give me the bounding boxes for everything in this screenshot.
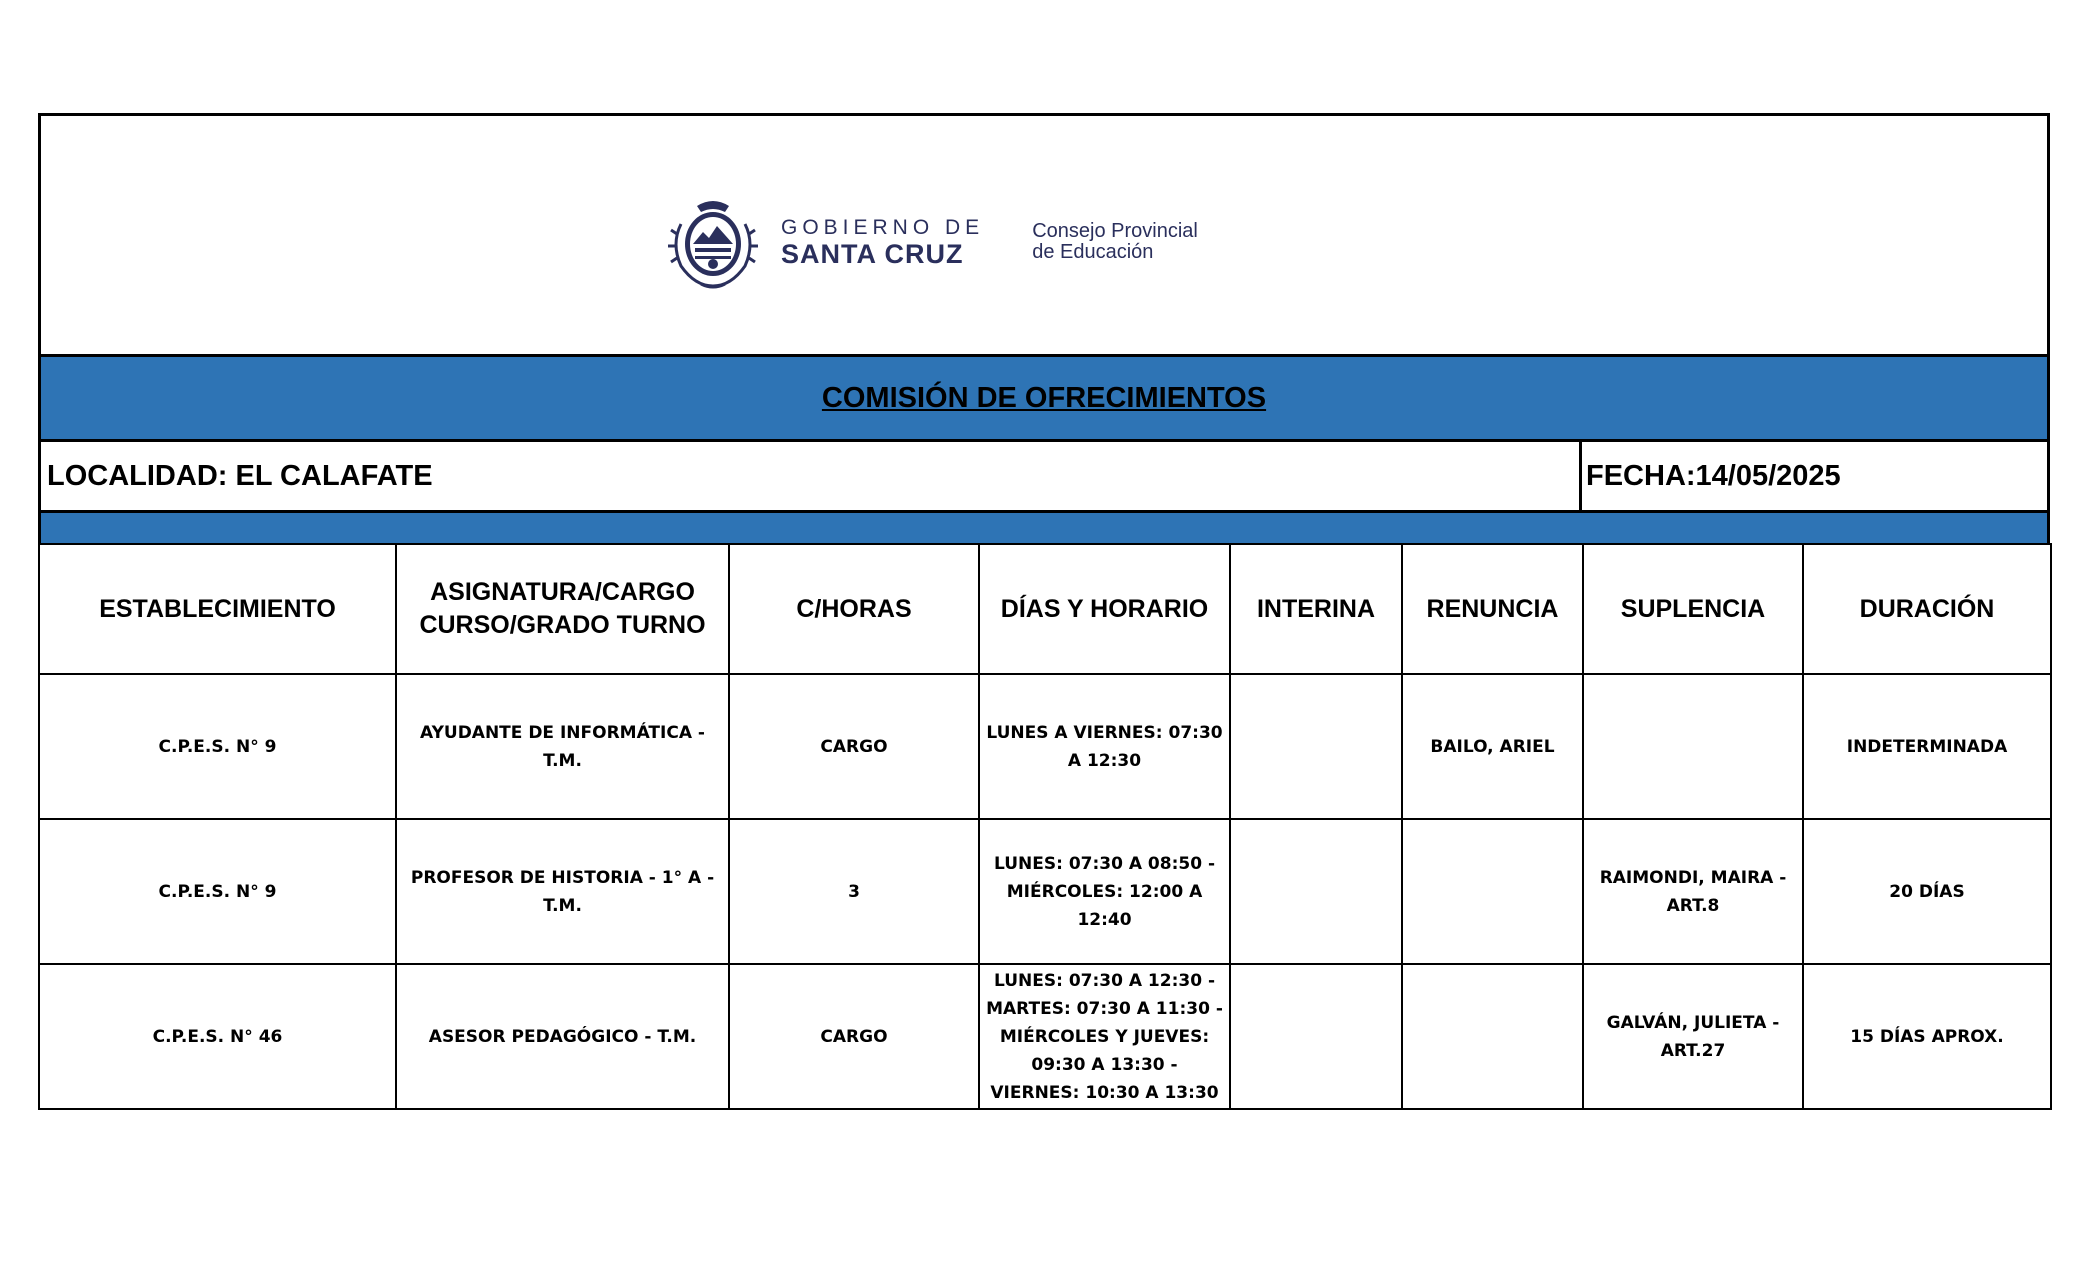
provincial-seal-icon	[667, 194, 759, 290]
document-title: COMISIÓN DE OFRECIMIENTOS	[821, 381, 1267, 414]
government-line-2: SANTA CRUZ	[781, 239, 964, 269]
cell-substitution: GALVÁN, JULIETA - ART.27	[1583, 964, 1803, 1109]
column-header-interim: INTERINA	[1230, 544, 1402, 674]
cell-establishment: C.P.E.S. N° 9	[39, 819, 396, 964]
cell-substitution: RAIMONDI, MAIRA - ART.8	[1583, 819, 1803, 964]
cell-interim	[1230, 674, 1402, 819]
cell-hours: 3	[729, 819, 979, 964]
cell-hours: CARGO	[729, 674, 979, 819]
separator-band	[38, 513, 2050, 543]
cell-establishment: C.P.E.S. N° 9	[39, 674, 396, 819]
title-band	[38, 357, 2050, 439]
cell-establishment: C.P.E.S. N° 46	[39, 964, 396, 1109]
cell-subject: AYUDANTE DE INFORMÁTICA - T.M.	[396, 674, 729, 819]
offers-sheet	[38, 113, 2050, 1110]
column-header-resignation: RENUNCIA	[1402, 544, 1583, 674]
locality-row	[38, 439, 2050, 513]
offers-table	[38, 543, 2052, 1110]
column-header-duration: DURACIÓN	[1803, 544, 2051, 674]
column-header-subject: ASIGNATURA/CARGO CURSO/GRADO TURNO	[396, 544, 729, 674]
council-line-1: Consejo Provincial	[1032, 220, 1198, 242]
date-label: FECHA:14/05/2025	[1586, 459, 1841, 492]
column-header-establishment: ESTABLECIMIENTO	[39, 544, 396, 674]
cell-schedule: LUNES A VIERNES: 07:30 A 12:30	[979, 674, 1230, 819]
government-line-1: GOBIERNO DE	[781, 216, 985, 239]
cell-hours: CARGO	[729, 964, 979, 1109]
table-header-row	[39, 544, 2051, 674]
council-name	[1032, 221, 1198, 263]
cell-duration: INDETERMINADA	[1803, 674, 2051, 819]
cell-schedule: LUNES: 07:30 A 08:50 - MIÉRCOLES: 12:00 A 12:40	[979, 819, 1230, 964]
government-name	[781, 216, 984, 268]
cell-resignation	[1402, 819, 1583, 964]
cell-duration: 20 DÍAS	[1803, 819, 2051, 964]
table-row	[39, 964, 2051, 1109]
column-header-schedule: DÍAS Y HORARIO	[979, 544, 1230, 674]
table-row	[39, 819, 2051, 964]
cell-subject: PROFESOR DE HISTORIA - 1° A - T.M.	[396, 819, 729, 964]
cell-duration: 15 DÍAS APROX.	[1803, 964, 2051, 1109]
column-header-hours: C/HORAS	[729, 544, 979, 674]
cell-resignation	[1402, 964, 1583, 1109]
cell-interim	[1230, 964, 1402, 1109]
cell-resignation: BAILO, ARIEL	[1402, 674, 1583, 819]
table-row	[39, 674, 2051, 819]
cell-schedule: LUNES: 07:30 A 12:30 - MARTES: 07:30 A 11:30 - MIÉRCOLES Y JUEVES: 09:30 A 13:30 - VIERNES: 10:30 A 13:30	[979, 964, 1230, 1109]
column-header-substitution: SUPLENCIA	[1583, 544, 1803, 674]
cell-substitution	[1583, 674, 1803, 819]
government-logo	[667, 192, 1198, 292]
council-line-2: de Educación	[1032, 241, 1154, 263]
locality-label: LOCALIDAD: EL CALAFATE	[41, 442, 1582, 510]
header-logo-band	[38, 113, 2050, 357]
cell-interim	[1230, 819, 1402, 964]
cell-subject: ASESOR PEDAGÓGICO - T.M.	[396, 964, 729, 1109]
